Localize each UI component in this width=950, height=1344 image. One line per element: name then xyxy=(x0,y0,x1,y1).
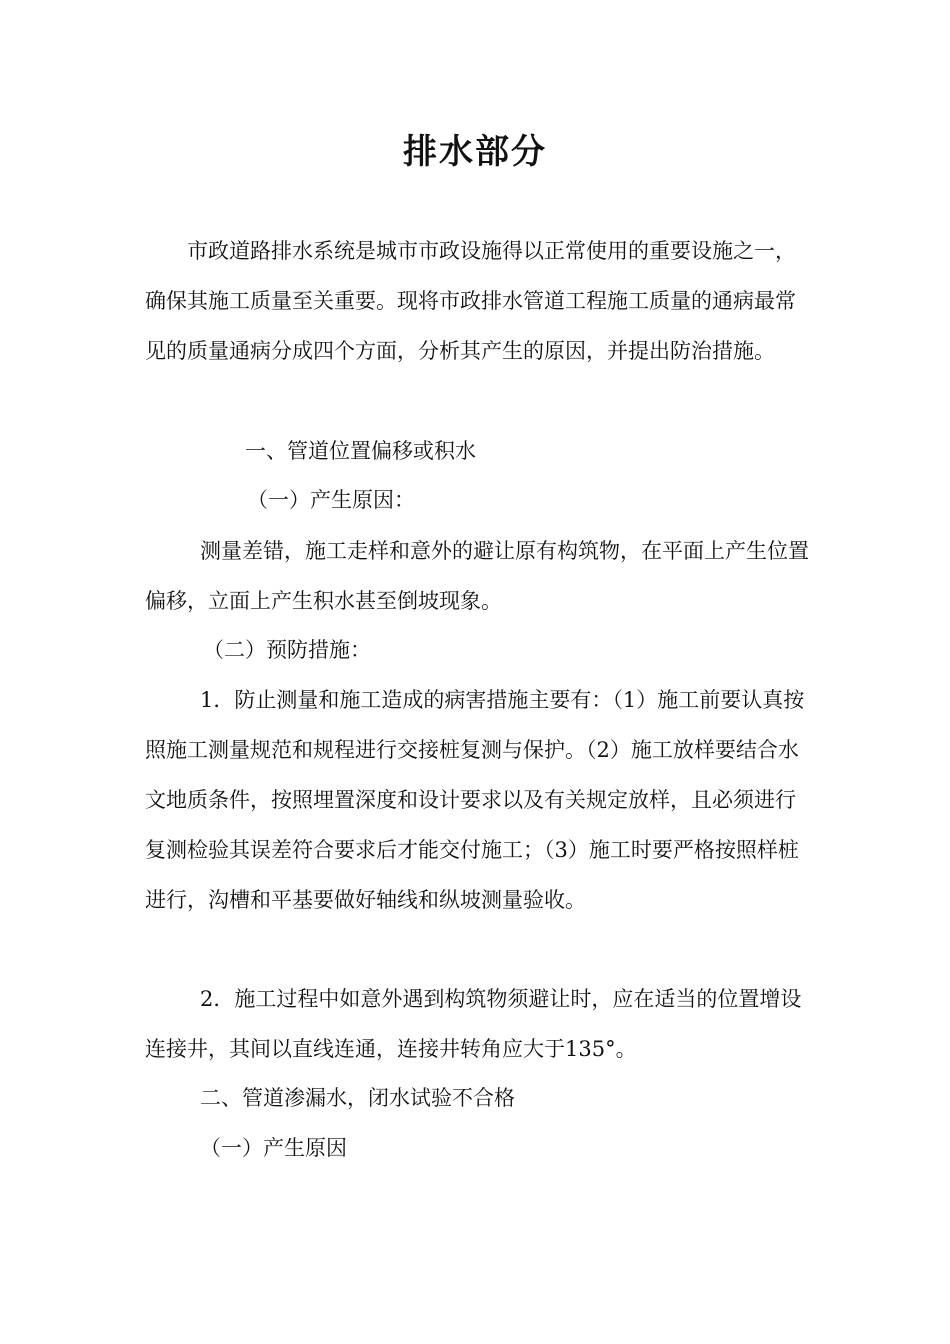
section1-sub1-heading: （一）产生原因： xyxy=(247,488,415,512)
section1-heading: 一、管道位置偏移或积水 xyxy=(245,439,476,463)
section2-sub1-heading: （一）产生原因 xyxy=(200,1136,347,1160)
intro-paragraph: 市政道路排水系统是城市市政设施得以正常使用的重要设施之一，确保其施工质量至关重要。现将市政排水管道工程施工质量的通病最常见的质量通病分成四个方面，分析其产生的原因，并提出防治措施。 xyxy=(145,239,796,363)
section1-sub1-text: 测量差错，施工走样和意外的避让原有构筑物，在平面上产生位置偏移，立面上产生积水甚至倒坡现象。 xyxy=(145,539,809,613)
page-title: 排水部分 xyxy=(403,132,547,172)
section1-item2: 2．施工过程中如意外遇到构筑物须避让时，应在适当的位置增设连接井，其间以直线连通，连接井转角应大于135°。 xyxy=(145,987,802,1061)
section2-heading: 二、管道渗漏水，闭水试验不合格 xyxy=(200,1086,515,1110)
section1-sub2-heading: （二）预防措施： xyxy=(203,638,371,662)
section1-item1: 1．防止测量和施工造成的病害措施主要有：（1）施工前要认真按照施工测量规范和规程进行交接桩复测与保护。（2）施工放样要结合水文地质条件，按照埋置深度和设计要求以及有关规定放样，且必须进行复测检验其误差符合要求后才能交付施工；（3）施工时要严格按照样桩进行，沟槽和平基要做好轴线和纵坡测量验收。 xyxy=(145,688,805,912)
